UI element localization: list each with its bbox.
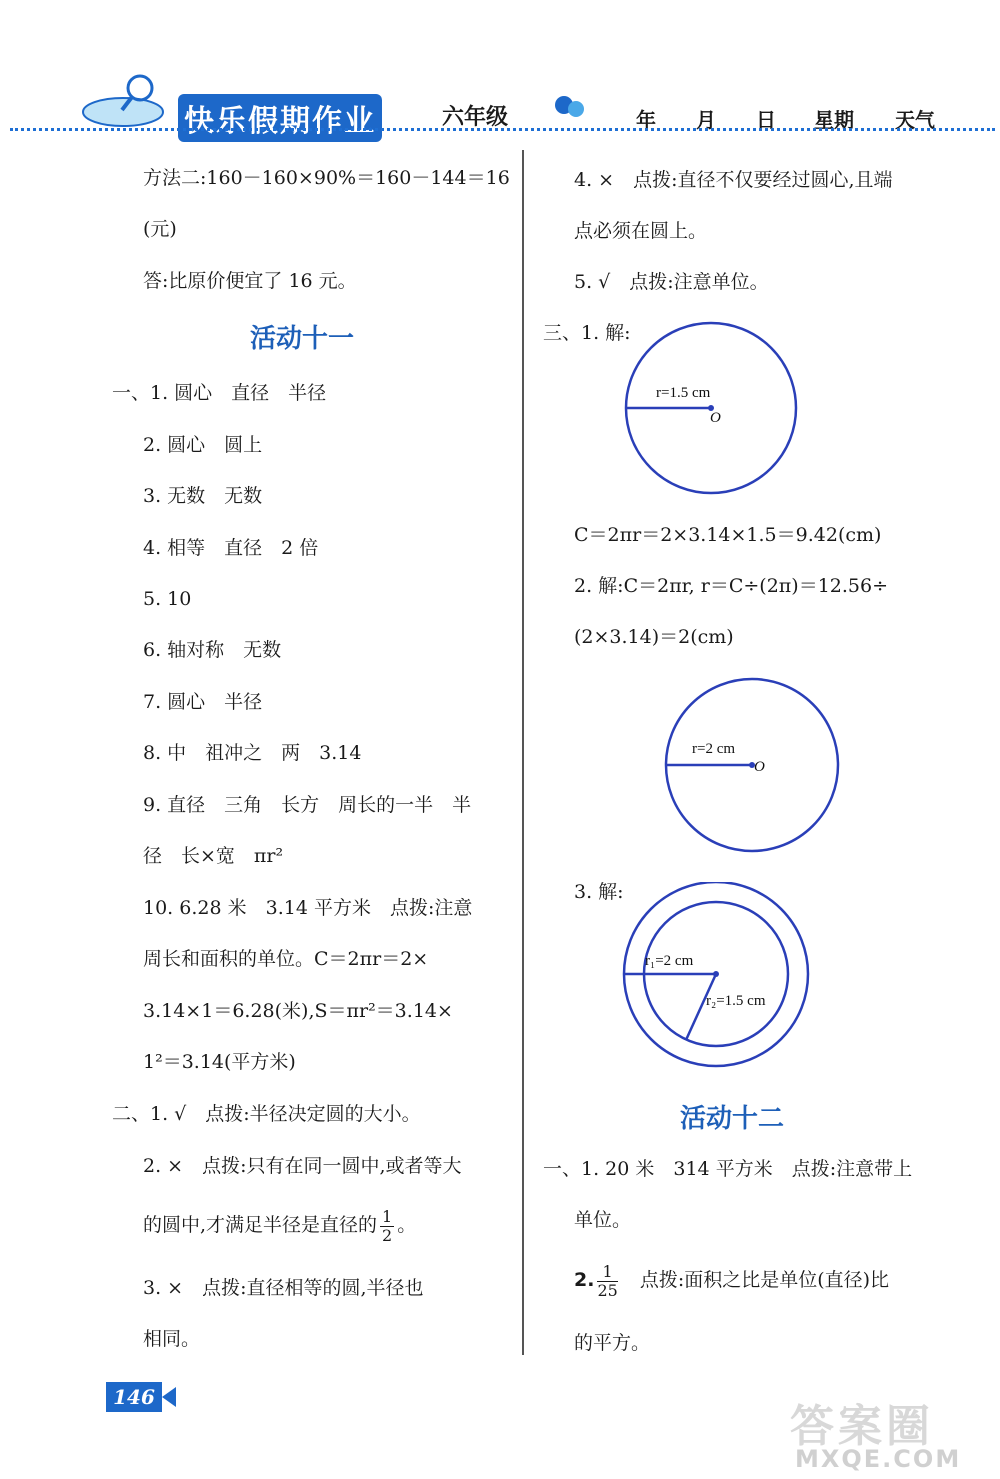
year-label: 年 bbox=[636, 108, 656, 132]
p1-item-6: 6. 轴对称 无数 bbox=[143, 639, 282, 661]
header-divider bbox=[10, 128, 995, 131]
circle-diagram-3 bbox=[620, 882, 812, 1072]
p2-item-3b: 相同。 bbox=[143, 1328, 201, 1350]
center-label-1: O bbox=[710, 410, 721, 426]
p3-item-2b: (2×3.14)＝2(cm) bbox=[574, 626, 734, 648]
method2-line1: 方法二:160－160×90%＝160－144＝16 bbox=[143, 167, 510, 189]
p1-item-10c: 3.14×1＝6.28(米),S＝πr²＝3.14× bbox=[143, 1000, 453, 1022]
q2-line-a bbox=[574, 1258, 889, 1302]
p1-item-8: 8. 中 祖冲之 两 3.14 bbox=[143, 742, 362, 764]
watermark: 答案圈 bbox=[790, 1401, 934, 1452]
p2-item-3a: 3. × 点拨:直径相等的圆,半径也 bbox=[143, 1277, 424, 1299]
p3-item-3: 3. 解: bbox=[574, 881, 624, 903]
balloon-icon bbox=[552, 92, 586, 122]
day-label: 日 bbox=[756, 108, 776, 132]
p2-item-2a: 2. × 点拨:只有在同一圆中,或者等大 bbox=[143, 1155, 462, 1177]
p3-item-2a: 2. 解:C＝2πr, r＝C÷(2π)＝12.56÷ bbox=[574, 575, 889, 597]
p1-item-10a: 10. 6.28 米 3.14 平方米 点拨:注意 bbox=[143, 897, 473, 919]
p1-item-9a: 9. 直径 三角 长方 周长的一半 半 bbox=[143, 794, 472, 816]
fraction-den: 25 bbox=[597, 1280, 618, 1300]
p2-item-2b-text: 的圆中,才满足半径是直径的 bbox=[143, 1214, 378, 1236]
fraction-half bbox=[380, 1208, 394, 1245]
p1-item-7: 7. 圆心 半径 bbox=[143, 691, 263, 713]
circle-diagram-1 bbox=[620, 320, 802, 502]
month-label: 月 bbox=[696, 108, 716, 132]
p1-item-4: 4. 相等 直径 2 倍 bbox=[143, 537, 319, 559]
p2-item-5: 5. √ 点拨:注意单位。 bbox=[574, 271, 769, 293]
page-number: 146 bbox=[106, 1382, 162, 1412]
section-title-12: 活动十二 bbox=[680, 1104, 785, 1134]
formula-1: C＝2πr＝2×3.14×1.5＝9.42(cm) bbox=[574, 524, 882, 546]
radius-label-2: r=2 cm bbox=[692, 741, 736, 757]
circle-diagram-2 bbox=[662, 675, 842, 855]
answer-line: 答:比原价便宜了 16 元。 bbox=[143, 270, 357, 292]
page-title: 快乐假期作业 bbox=[178, 94, 382, 142]
p2-item-2b bbox=[143, 1203, 416, 1247]
q1-line-a: 一、1. 20 米 314 平方米 点拨:注意带上 bbox=[543, 1158, 913, 1180]
fraction-den: 2 bbox=[382, 1225, 393, 1245]
p2-item-1: 二、1. √ 点拨:半径决定圆的大小。 bbox=[112, 1103, 421, 1125]
p1-item-5: 5. 10 bbox=[143, 588, 192, 610]
p1-item-10b: 周长和面积的单位。C＝2πr＝2× bbox=[143, 948, 429, 970]
section-title-11: 活动十一 bbox=[250, 324, 355, 354]
fraction-num: 1 bbox=[597, 1263, 617, 1282]
p2-item-4a: 4. × 点拨:直径不仅要经过圆心,且端 bbox=[574, 169, 893, 191]
q1-line-b: 单位。 bbox=[574, 1209, 632, 1231]
p2-item-2b-end: 。 bbox=[397, 1214, 417, 1236]
center-label-2: O bbox=[754, 759, 765, 775]
p1-item-3: 3. 无数 无数 bbox=[143, 485, 263, 507]
p3-item-1: 三、1. 解: bbox=[543, 322, 631, 344]
p2-item-4b: 点必须在圆上。 bbox=[574, 220, 708, 242]
page-arrow-icon bbox=[162, 1387, 176, 1407]
weather-label: 天气 bbox=[895, 108, 935, 132]
q2-line-b: 的平方。 bbox=[574, 1332, 651, 1354]
grade-label: 六年级 bbox=[442, 105, 509, 130]
header-logo-icon bbox=[78, 70, 173, 132]
method2-line2: (元) bbox=[143, 218, 177, 240]
p1-item-1: 一、1. 圆心 直径 半径 bbox=[112, 382, 327, 404]
weekday-label: 星期 bbox=[814, 108, 854, 132]
q2-number: 2. bbox=[574, 1269, 595, 1291]
radius-label-1: r=1.5 cm bbox=[656, 385, 711, 401]
radius-label-r1: r₁=2 cm bbox=[645, 953, 694, 969]
p1-item-10d: 1²＝3.14(平方米) bbox=[143, 1051, 296, 1073]
center-point-3 bbox=[713, 971, 719, 977]
p1-item-9b: 径 长×宽 πr² bbox=[143, 845, 284, 867]
p1-item-2: 2. 圆心 圆上 bbox=[143, 434, 263, 456]
watermark-url: MXQE.COM bbox=[795, 1445, 962, 1473]
fraction-1-25 bbox=[597, 1263, 617, 1300]
radius-label-r2: r₂=1.5 cm bbox=[706, 993, 766, 1009]
fraction-num: 1 bbox=[382, 1206, 393, 1226]
q2-hint: 点拨:面积之比是单位(直径)比 bbox=[639, 1269, 890, 1291]
column-divider bbox=[522, 150, 524, 1355]
